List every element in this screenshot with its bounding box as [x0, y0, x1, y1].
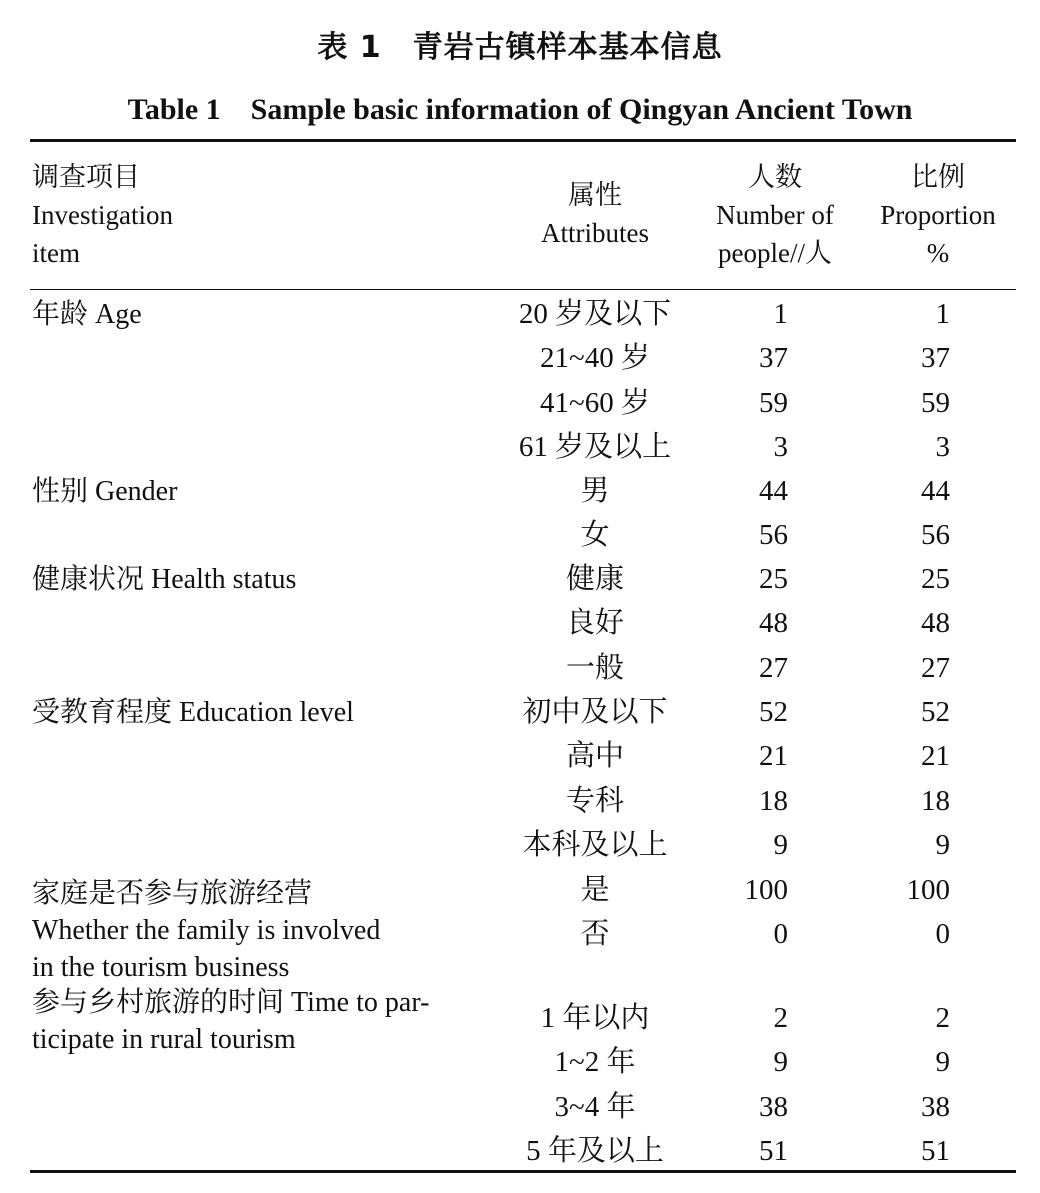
investigation-item-line: 参与乡村旅游的时间 Time to par-: [32, 987, 430, 1018]
table-row: [0, 557, 1040, 601]
table-row: [0, 779, 1040, 823]
attribute-cell: 一般: [565, 651, 624, 684]
proportion-cell: 21: [921, 740, 950, 773]
table-title-english: Table 1 Sample basic information of Qingyan Ancient Town: [127, 93, 913, 126]
proportion-cell: 51: [921, 1134, 950, 1167]
proportion-cell: 59: [921, 386, 950, 419]
table-row: [0, 292, 1040, 336]
header-attr-line: 属性: [568, 180, 622, 210]
proportion-cell: 56: [921, 519, 950, 552]
header-item-line: Investigation: [32, 200, 173, 230]
number-of-people-cell: 51: [759, 1134, 788, 1167]
proportion-cell: 48: [921, 607, 950, 640]
attribute-cell: 3~4 年: [554, 1090, 636, 1123]
investigation-item-line: 受教育程度 Education level: [32, 697, 354, 728]
header-prop-line: 比例: [911, 162, 965, 192]
attribute-cell: 1~2 年: [554, 1046, 636, 1079]
number-of-people-cell: 2: [773, 1002, 788, 1034]
table-row: [0, 868, 1040, 912]
attribute-cell: 61 岁及以上: [518, 430, 672, 463]
investigation-item-line: Whether the family is involved: [32, 915, 381, 946]
table-title-chinese: 表 1 青岩古镇样本基本信息: [317, 30, 723, 65]
header-num-line: people//人: [718, 238, 832, 268]
table-row: [0, 425, 1040, 469]
table-row: [0, 513, 1040, 557]
table-header-rule: [30, 289, 1016, 290]
header-attributes: [500, 176, 690, 252]
table-row: [0, 601, 1040, 645]
number-of-people-cell: 21: [759, 740, 788, 773]
header-investigation-item: [32, 158, 173, 272]
proportion-cell: 18: [921, 784, 950, 817]
number-of-people-cell: 48: [759, 607, 788, 640]
table-top-rule: [30, 139, 1016, 142]
header-num-line: Number of: [716, 200, 834, 230]
proportion-cell: 25: [921, 563, 950, 595]
investigation-item-line: 年龄 Age: [32, 299, 142, 330]
number-of-people-cell: 44: [759, 475, 788, 507]
table-row: [0, 1085, 1040, 1129]
proportion-cell: 9: [935, 828, 950, 861]
attribute-cell: 否: [580, 918, 610, 951]
attribute-cell: 女: [580, 519, 610, 552]
investigation-item-line: ticipate in rural tourism: [32, 1024, 296, 1055]
number-of-people-cell: 100: [744, 874, 788, 906]
header-item-line: item: [32, 238, 80, 268]
proportion-cell: 1: [935, 298, 950, 330]
attribute-cell: 专科: [565, 784, 624, 817]
table-bottom-rule: [30, 1170, 1016, 1173]
attribute-cell: 良好: [565, 607, 624, 640]
attribute-cell: 男: [580, 475, 610, 507]
table-row: [0, 336, 1040, 380]
number-of-people-cell: 9: [773, 828, 788, 861]
investigation-item-line: 健康状况 Health status: [32, 564, 297, 595]
attribute-cell: 1 年以内: [540, 1002, 650, 1034]
number-of-people-cell: 59: [759, 386, 788, 419]
proportion-cell: 0: [935, 918, 950, 951]
proportion-cell: 2: [935, 1002, 950, 1034]
header-attr-line: Attributes: [541, 218, 649, 248]
table-row: [0, 469, 1040, 513]
table-row: [0, 912, 1040, 956]
number-of-people-cell: 56: [759, 519, 788, 552]
table-row: [0, 734, 1040, 778]
number-of-people-cell: 1: [773, 298, 788, 330]
number-of-people-cell: 27: [759, 651, 788, 684]
number-of-people-cell: 3: [773, 430, 788, 463]
attribute-cell: 是: [580, 874, 610, 906]
proportion-cell: 44: [921, 475, 950, 507]
attribute-cell: 41~60 岁: [540, 386, 650, 419]
table-row: [0, 1040, 1040, 1084]
attribute-cell: 健康: [565, 563, 624, 595]
proportion-cell: 38: [921, 1090, 950, 1123]
table-row: [0, 1129, 1040, 1173]
table-row: [0, 381, 1040, 425]
proportion-cell: 100: [906, 874, 950, 906]
attribute-cell: 20 岁及以下: [518, 298, 672, 330]
header-number-of-people: [694, 158, 856, 272]
attribute-cell: 5 年及以上: [526, 1134, 664, 1167]
proportion-cell: 3: [935, 430, 950, 463]
table-row: [0, 690, 1040, 734]
number-of-people-cell: 0: [773, 918, 788, 951]
attribute-cell: 高中: [565, 740, 624, 773]
attribute-cell: 21~40 岁: [540, 342, 650, 375]
attribute-cell: 本科及以上: [522, 828, 668, 861]
number-of-people-cell: 52: [759, 696, 788, 728]
investigation-item-line: 家庭是否参与旅游经营: [32, 878, 313, 909]
number-of-people-cell: 18: [759, 784, 788, 817]
investigation-item-line: 性别 Gender: [32, 476, 178, 507]
number-of-people-cell: 25: [759, 563, 788, 595]
table-row: [0, 996, 1040, 1040]
header-item-line: 调查项目: [32, 162, 140, 192]
header-proportion: [864, 158, 1012, 272]
table-row: [0, 646, 1040, 690]
investigation-item-line: in the tourism business: [32, 952, 290, 983]
proportion-cell: 52: [921, 696, 950, 728]
table-row: [0, 823, 1040, 867]
number-of-people-cell: 38: [759, 1090, 788, 1123]
proportion-cell: 27: [921, 651, 950, 684]
number-of-people-cell: 9: [773, 1046, 788, 1079]
proportion-cell: 9: [935, 1046, 950, 1079]
header-prop-line: %: [926, 238, 950, 268]
number-of-people-cell: 37: [759, 342, 788, 375]
header-num-line: 人数: [748, 162, 802, 192]
attribute-cell: 初中及以下: [522, 696, 668, 728]
header-prop-line: Proportion: [880, 200, 996, 230]
proportion-cell: 37: [921, 342, 950, 375]
